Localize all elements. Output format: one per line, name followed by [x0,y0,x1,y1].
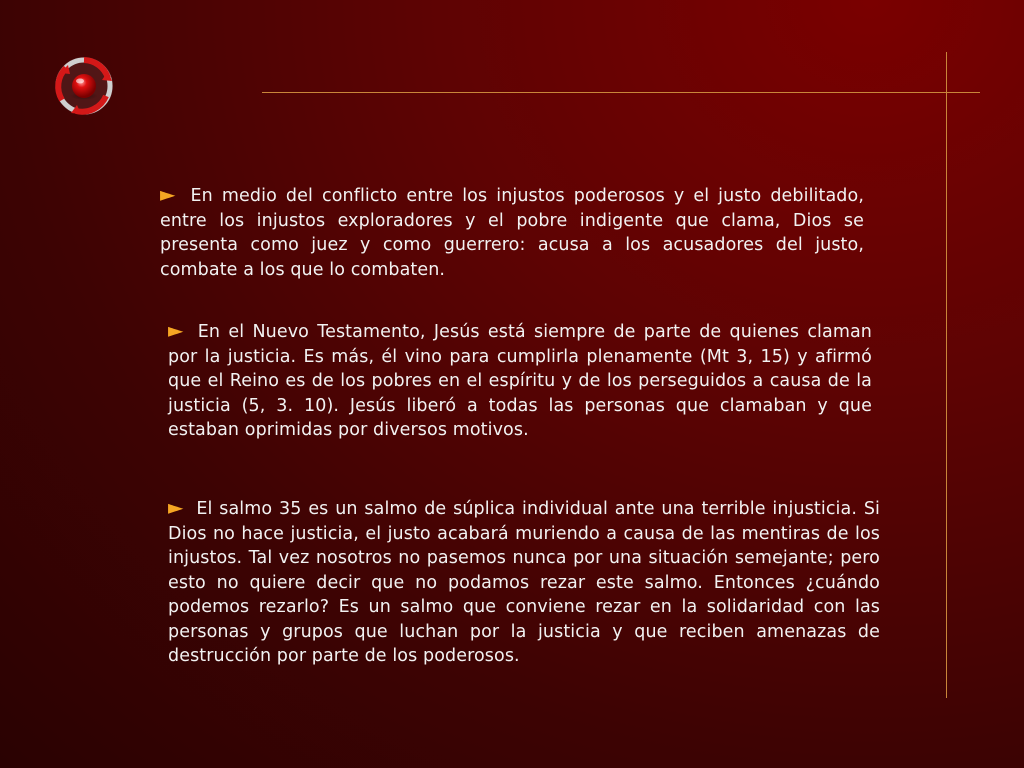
recycle-arrows-logo-icon [54,56,114,116]
decorative-horizontal-rule [262,92,980,93]
triangle-bullet-icon: ► [168,495,184,519]
paragraph-conflicto [160,182,864,282]
paragraph-salmo-35 [168,495,880,669]
decorative-vertical-rule [946,52,947,698]
paragraph-text: En medio del conflicto entre los injustos poderosos y el justo debilitado, entre los injustos exploradores y el pobre indigente que clama, Dios se presenta como juez y como guerrero: acusa a los acusadores del justo, combate a los que lo combaten. [160,186,864,280]
paragraph-text: El salmo 35 es un salmo de súplica individual ante una terrible injusticia. Si Dios no hace justicia, el justo acabará muriendo a causa de las mentiras de los injustos. Tal vez nosotros no pasemos nunca por una situación semejante; pero esto no quiere decir que no podamos rezar este salmo. Entonces ¿cuándo podemos rezarlo? Es un salmo que conviene rezar en la solidaridad con las personas y grupos que luchan por la justicia y que reciben amenazas de destrucción por parte de los poderosos. [168,499,880,666]
triangle-bullet-icon: ► [160,182,176,206]
triangle-bullet-icon: ► [168,318,184,342]
paragraph-text: En el Nuevo Testamento, Jesús está siempre de parte de quienes claman por la justicia. Es más, él vino para cumplirla plenamente (Mt 3, 15) y afirmó que el Reino es de los pobres en el espíritu y de los perseguidos a causa de la justicia (5, 3. 10). Jesús liberó a todas las personas que clamaban y que estaban oprimidas por diversos motivos. [168,322,872,440]
paragraph-nuevo-testamento [168,318,872,443]
